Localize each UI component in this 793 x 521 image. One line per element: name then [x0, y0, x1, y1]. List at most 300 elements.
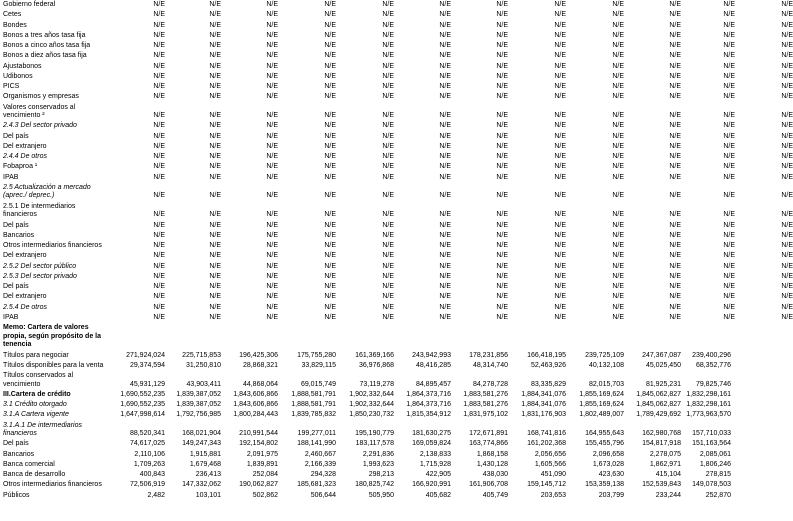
- value-cell: N/E: [554, 211, 566, 219]
- row-label: [3, 401, 67, 410]
- row-label: [3, 263, 76, 272]
- value-cell: N/E: [209, 293, 221, 301]
- value-cell: N/E: [496, 313, 508, 321]
- value-cell: 502,862: [252, 491, 278, 499]
- value-cell: N/E: [723, 62, 735, 70]
- value-cell: N/E: [781, 231, 793, 239]
- row-label: [3, 242, 102, 251]
- value-cell: N/E: [496, 11, 508, 19]
- value-cell: 44,868,064: [242, 380, 278, 388]
- value-cell: N/E: [439, 72, 451, 80]
- value-cell: N/E: [382, 42, 394, 49]
- value-cell: N/E: [781, 303, 793, 311]
- value-cell: N/E: [153, 192, 165, 200]
- value-cell: N/E: [781, 132, 793, 140]
- value-cell: N/E: [209, 272, 221, 280]
- table-row: [0, 142, 793, 152]
- value-cell: N/E: [554, 31, 566, 39]
- row-label: [3, 304, 47, 313]
- value-cell: N/E: [324, 163, 336, 171]
- value-cell: N/E: [723, 132, 735, 140]
- value-cell: N/E: [723, 283, 735, 290]
- value-cell: N/E: [209, 192, 221, 200]
- value-cell: N/E: [209, 211, 221, 219]
- value-cell: N/E: [612, 192, 624, 200]
- value-cell: N/E: [153, 211, 165, 219]
- value-cell: N/E: [669, 42, 681, 49]
- value-cell: N/E: [382, 221, 394, 229]
- value-cell: N/E: [209, 42, 221, 49]
- value-cell: N/E: [669, 31, 681, 39]
- table-row: [0, 461, 735, 470]
- value-cell: N/E: [781, 93, 793, 101]
- value-cell: N/E: [324, 122, 336, 130]
- value-cell: N/E: [554, 173, 566, 181]
- value-cell: 79,825,746: [695, 380, 731, 388]
- value-cell: 84,278,728: [472, 380, 508, 388]
- value-cell: N/E: [382, 31, 394, 39]
- value-cell: N/E: [153, 283, 165, 290]
- value-cell: N/E: [496, 83, 508, 90]
- value-cell: N/E: [554, 132, 566, 140]
- row-label-line: Títulos para negociar: [3, 351, 69, 359]
- row-label: [3, 492, 29, 501]
- value-cell: N/E: [439, 132, 451, 140]
- row-label-line: Del país: [3, 283, 29, 290]
- value-cell: 1,673,028: [592, 460, 624, 468]
- row-label: [3, 163, 37, 172]
- value-cell: N/E: [612, 31, 624, 39]
- value-cell: 1,690,552,235: [120, 401, 165, 409]
- value-cell: 153,359,138: [585, 481, 624, 489]
- value-cell: 1,839,387,052: [176, 390, 221, 398]
- value-cell: N/E: [153, 62, 165, 70]
- value-cell: N/E: [496, 62, 508, 70]
- value-cell: N/E: [266, 283, 278, 290]
- value-cell: 2,110,106: [134, 450, 165, 458]
- row-label: [3, 83, 19, 92]
- row-label: [3, 133, 29, 142]
- value-cell: N/E: [439, 83, 451, 90]
- value-cell: N/E: [669, 313, 681, 321]
- value-cell: 422,905: [425, 471, 451, 479]
- value-cell: N/E: [669, 21, 681, 29]
- value-cell: N/E: [496, 142, 508, 150]
- value-cell: N/E: [266, 132, 278, 140]
- value-cell: 2,138,833: [419, 450, 451, 458]
- row-label-line: IPAB: [3, 313, 19, 321]
- row-label-line: Bancarios: [3, 231, 35, 239]
- value-cell: N/E: [554, 153, 566, 161]
- value-cell: N/E: [153, 173, 165, 181]
- row-label-line: 2.5.1 De intermediarios: [3, 202, 76, 210]
- table-row: [0, 313, 793, 323]
- value-cell: N/E: [382, 272, 394, 280]
- row-label-line: IPAB: [3, 173, 19, 181]
- value-cell: N/E: [612, 112, 624, 120]
- row-label: [3, 352, 69, 361]
- value-cell: 225,715,853: [182, 351, 221, 359]
- value-cell: N/E: [723, 313, 735, 321]
- value-cell: N/E: [554, 21, 566, 29]
- value-cell: 252,084: [252, 471, 278, 479]
- value-cell: N/E: [496, 31, 508, 39]
- value-cell: N/E: [209, 122, 221, 130]
- table-row: [0, 183, 793, 201]
- value-cell: N/E: [723, 52, 735, 60]
- value-cell: 1,888,581,791: [291, 390, 336, 398]
- value-cell: N/E: [612, 62, 624, 70]
- value-cell: N/E: [266, 62, 278, 70]
- row-label-line: Udibonos: [3, 72, 33, 80]
- value-cell: N/E: [324, 31, 336, 39]
- value-cell: N/E: [781, 313, 793, 321]
- value-cell: N/E: [723, 303, 735, 311]
- value-cell: N/E: [496, 163, 508, 171]
- value-cell: N/E: [324, 303, 336, 311]
- value-cell: N/E: [669, 132, 681, 140]
- value-cell: N/E: [439, 272, 451, 280]
- row-label: [3, 153, 47, 162]
- value-cell: 239,725,109: [585, 351, 624, 359]
- value-cell: 161,202,368: [527, 440, 566, 448]
- value-cell: 1,850,230,732: [349, 411, 394, 419]
- value-cell: N/E: [324, 11, 336, 19]
- value-cell: N/E: [324, 93, 336, 101]
- value-cell: N/E: [382, 62, 394, 70]
- value-cell: 271,924,024: [126, 351, 165, 359]
- value-cell: N/E: [496, 293, 508, 301]
- value-cell: N/E: [781, 283, 793, 290]
- value-cell: N/E: [153, 112, 165, 120]
- value-cell: 164,955,643: [585, 430, 624, 438]
- value-cell: 192,154,802: [239, 440, 278, 448]
- value-cell: 252,870: [705, 491, 731, 499]
- value-cell: 48,416,285: [415, 361, 451, 369]
- value-cell: 405,682: [425, 491, 451, 499]
- value-cell: 1,792,756,985: [176, 411, 221, 419]
- value-cell: N/E: [382, 303, 394, 311]
- table-row: [0, 262, 793, 272]
- value-cell: N/E: [496, 252, 508, 260]
- row-label-line: Ajustabonos: [3, 62, 42, 70]
- value-cell: 36,976,868: [358, 361, 394, 369]
- table-row: [0, 481, 735, 490]
- value-cell: N/E: [266, 122, 278, 130]
- table-row: [0, 42, 793, 51]
- value-cell: N/E: [781, 163, 793, 171]
- value-cell: 1,709,263: [133, 460, 165, 468]
- table-row: [0, 492, 735, 501]
- value-cell: N/E: [153, 72, 165, 80]
- row-label: [3, 122, 77, 131]
- value-cell: N/E: [669, 93, 681, 101]
- value-cell: N/E: [496, 192, 508, 200]
- value-cell: 400,843: [139, 471, 165, 479]
- value-cell: N/E: [324, 72, 336, 80]
- row-label-line: Del país: [3, 440, 29, 448]
- value-cell: N/E: [209, 221, 221, 229]
- row-label-line: financieros: [3, 211, 37, 219]
- row-label-line: Bondes: [3, 21, 27, 29]
- row-label-line: III.Cartera de crédito: [3, 390, 71, 398]
- value-cell: N/E: [496, 173, 508, 181]
- value-cell: N/E: [153, 93, 165, 101]
- row-label: [3, 471, 65, 480]
- value-cell: N/E: [612, 173, 624, 181]
- row-label-line: (aprec./ deprec.): [3, 192, 55, 200]
- row-label-line: Del extranjero: [3, 142, 47, 150]
- value-cell: N/E: [781, 42, 793, 49]
- value-cell: 72,506,919: [129, 481, 165, 489]
- row-label-line: Bancarios: [3, 450, 35, 458]
- row-label-line: Del país: [3, 132, 29, 140]
- table-row: [0, 62, 793, 72]
- value-cell: N/E: [324, 112, 336, 120]
- value-cell: N/E: [209, 163, 221, 171]
- value-cell: N/E: [153, 1, 165, 8]
- value-cell: N/E: [324, 62, 336, 70]
- row-label: [3, 481, 102, 490]
- value-cell: 52,463,926: [530, 361, 566, 369]
- value-cell: 199,277,011: [297, 430, 336, 438]
- row-label-line: Otros intermediarios financieros: [3, 481, 102, 489]
- row-label-line: Valores conservados al: [3, 103, 76, 111]
- value-cell: 1,605,566: [534, 460, 566, 468]
- value-cell: N/E: [612, 1, 624, 8]
- value-cell: N/E: [153, 122, 165, 130]
- value-cell: N/E: [554, 52, 566, 60]
- table-row: [0, 173, 793, 183]
- value-cell: 1,773,963,570: [686, 411, 731, 419]
- value-cell: N/E: [153, 142, 165, 150]
- value-cell: 1,430,128: [476, 460, 508, 468]
- value-cell: N/E: [781, 173, 793, 181]
- value-cell: N/E: [781, 62, 793, 70]
- value-cell: 1,831,975,102: [463, 411, 508, 419]
- value-cell: N/E: [266, 192, 278, 200]
- value-cell: N/E: [439, 62, 451, 70]
- value-cell: 45,025,450: [645, 361, 681, 369]
- value-cell: N/E: [209, 252, 221, 260]
- value-cell: N/E: [723, 153, 735, 161]
- value-cell: N/E: [266, 31, 278, 39]
- value-cell: N/E: [612, 42, 624, 49]
- table-row: [0, 1, 793, 10]
- value-cell: 233,244: [655, 491, 681, 499]
- value-cell: 2,056,656: [534, 450, 566, 458]
- value-cell: N/E: [209, 11, 221, 19]
- table-row: [0, 52, 793, 61]
- value-cell: N/E: [324, 192, 336, 200]
- value-cell: 40,132,108: [588, 361, 624, 369]
- value-cell: N/E: [496, 122, 508, 130]
- value-cell: 180,825,742: [355, 481, 394, 489]
- value-cell: N/E: [153, 272, 165, 280]
- value-cell: N/E: [496, 1, 508, 8]
- value-cell: N/E: [612, 153, 624, 161]
- row-label-line: 3.1.A.1 De intermediarios: [3, 421, 82, 429]
- value-cell: 33,829,115: [301, 361, 336, 369]
- table-row: [0, 31, 793, 41]
- value-cell: N/E: [382, 163, 394, 171]
- row-label-line: Bonos a cinco años tasa fija: [3, 42, 91, 49]
- value-cell: 196,425,306: [239, 351, 278, 359]
- value-cell: N/E: [496, 211, 508, 219]
- value-cell: N/E: [439, 192, 451, 200]
- value-cell: N/E: [612, 132, 624, 140]
- row-label: [3, 314, 18, 323]
- value-cell: N/E: [266, 142, 278, 150]
- value-cell: N/E: [266, 1, 278, 8]
- value-cell: N/E: [382, 11, 394, 19]
- value-cell: N/E: [324, 231, 336, 239]
- value-cell: N/E: [439, 242, 451, 249]
- value-cell: N/E: [612, 21, 624, 29]
- value-cell: N/E: [781, 242, 793, 249]
- value-cell: 203,653: [540, 491, 566, 499]
- row-label: [3, 411, 69, 420]
- value-cell: N/E: [723, 231, 735, 239]
- value-cell: N/E: [382, 153, 394, 161]
- value-cell: N/E: [496, 153, 508, 161]
- value-cell: N/E: [612, 283, 624, 290]
- row-label: [3, 1, 55, 10]
- table-row: [0, 93, 793, 102]
- value-cell: N/E: [723, 293, 735, 301]
- value-cell: 1,839,785,832: [291, 411, 336, 419]
- row-label: [3, 52, 87, 61]
- value-cell: N/E: [439, 303, 451, 311]
- value-cell: 506,644: [310, 491, 336, 499]
- value-cell: 188,141,990: [297, 440, 336, 448]
- value-cell: 1,839,891: [246, 460, 278, 468]
- value-cell: N/E: [439, 173, 451, 181]
- value-cell: N/E: [669, 173, 681, 181]
- value-cell: N/E: [209, 262, 221, 270]
- value-cell: N/E: [209, 1, 221, 8]
- value-cell: N/E: [554, 122, 566, 130]
- value-cell: N/E: [723, 72, 735, 80]
- table-row: [0, 401, 735, 410]
- table-row: [0, 303, 793, 313]
- value-cell: N/E: [669, 62, 681, 70]
- value-cell: N/E: [209, 31, 221, 39]
- value-cell: N/E: [554, 11, 566, 19]
- value-cell: 168,021,904: [182, 430, 221, 438]
- value-cell: 155,455,796: [585, 440, 624, 448]
- value-cell: N/E: [612, 11, 624, 19]
- value-cell: 154,817,918: [642, 440, 681, 448]
- value-cell: N/E: [439, 112, 451, 120]
- value-cell: N/E: [209, 62, 221, 70]
- row-label-line: 2.5.2 Del sector público: [3, 262, 77, 270]
- value-cell: 1,800,284,443: [233, 411, 278, 419]
- value-cell: N/E: [723, 31, 735, 39]
- value-cell: N/E: [723, 242, 735, 249]
- value-cell: N/E: [209, 142, 221, 150]
- value-cell: N/E: [669, 231, 681, 239]
- value-cell: N/E: [439, 1, 451, 8]
- value-cell: 423,630: [598, 471, 624, 479]
- table-row: [0, 21, 793, 31]
- value-cell: N/E: [266, 221, 278, 229]
- value-cell: 2,091,975: [246, 450, 278, 458]
- value-cell: 210,991,544: [239, 430, 278, 438]
- value-cell: N/E: [781, 272, 793, 280]
- row-label-line: 2.5.3 Del sector privado: [3, 272, 77, 280]
- value-cell: N/E: [781, 153, 793, 161]
- value-cell: N/E: [209, 242, 221, 249]
- value-cell: N/E: [209, 93, 221, 101]
- value-cell: N/E: [612, 211, 624, 219]
- value-cell: N/E: [669, 252, 681, 260]
- value-cell: 88,520,341: [129, 430, 165, 438]
- value-cell: N/E: [209, 153, 221, 161]
- value-cell: N/E: [723, 42, 735, 49]
- value-cell: N/E: [266, 72, 278, 80]
- table-row: [0, 372, 735, 389]
- value-cell: N/E: [266, 83, 278, 90]
- value-cell: N/E: [153, 303, 165, 311]
- value-cell: 163,774,866: [469, 440, 508, 448]
- table-row: [0, 72, 793, 82]
- value-cell: N/E: [723, 142, 735, 150]
- value-cell: N/E: [781, 293, 793, 301]
- value-cell: N/E: [266, 163, 278, 171]
- value-cell: N/E: [723, 173, 735, 181]
- value-cell: 183,117,578: [355, 440, 394, 448]
- value-cell: N/E: [266, 42, 278, 49]
- value-cell: N/E: [669, 293, 681, 301]
- value-cell: N/E: [723, 1, 735, 8]
- value-cell: 1,864,373,716: [406, 390, 451, 398]
- table-row: [0, 352, 735, 361]
- value-cell: N/E: [382, 72, 394, 80]
- value-cell: N/E: [612, 242, 624, 249]
- row-label: [3, 174, 18, 183]
- value-cell: N/E: [781, 1, 793, 8]
- value-cell: N/E: [439, 283, 451, 290]
- value-cell: N/E: [382, 83, 394, 90]
- value-cell: N/E: [266, 93, 278, 101]
- value-cell: N/E: [324, 1, 336, 8]
- value-cell: N/E: [266, 21, 278, 29]
- value-cell: 159,145,712: [527, 481, 566, 489]
- value-cell: N/E: [669, 1, 681, 8]
- value-cell: N/E: [781, 221, 793, 229]
- row-label-line: tenencia: [3, 341, 32, 349]
- value-cell: N/E: [669, 142, 681, 150]
- value-cell: N/E: [496, 72, 508, 80]
- value-cell: N/E: [554, 62, 566, 70]
- value-cell: 103,101: [195, 491, 221, 499]
- value-cell: 84,895,457: [415, 380, 451, 388]
- value-cell: 175,755,280: [297, 351, 336, 359]
- row-label-line: Memo: Cartera de valores: [3, 324, 89, 331]
- value-cell: 147,332,062: [182, 481, 221, 489]
- value-cell: N/E: [382, 192, 394, 200]
- value-cell: N/E: [669, 211, 681, 219]
- value-cell: N/E: [669, 122, 681, 130]
- row-label-line: Bonos a diez años tasa fija: [3, 52, 87, 60]
- value-cell: N/E: [439, 221, 451, 229]
- value-cell: 149,078,503: [692, 481, 731, 489]
- value-cell: N/E: [382, 313, 394, 321]
- value-cell: 1,715,928: [419, 460, 451, 468]
- value-cell: N/E: [496, 42, 508, 49]
- value-cell: N/E: [439, 153, 451, 161]
